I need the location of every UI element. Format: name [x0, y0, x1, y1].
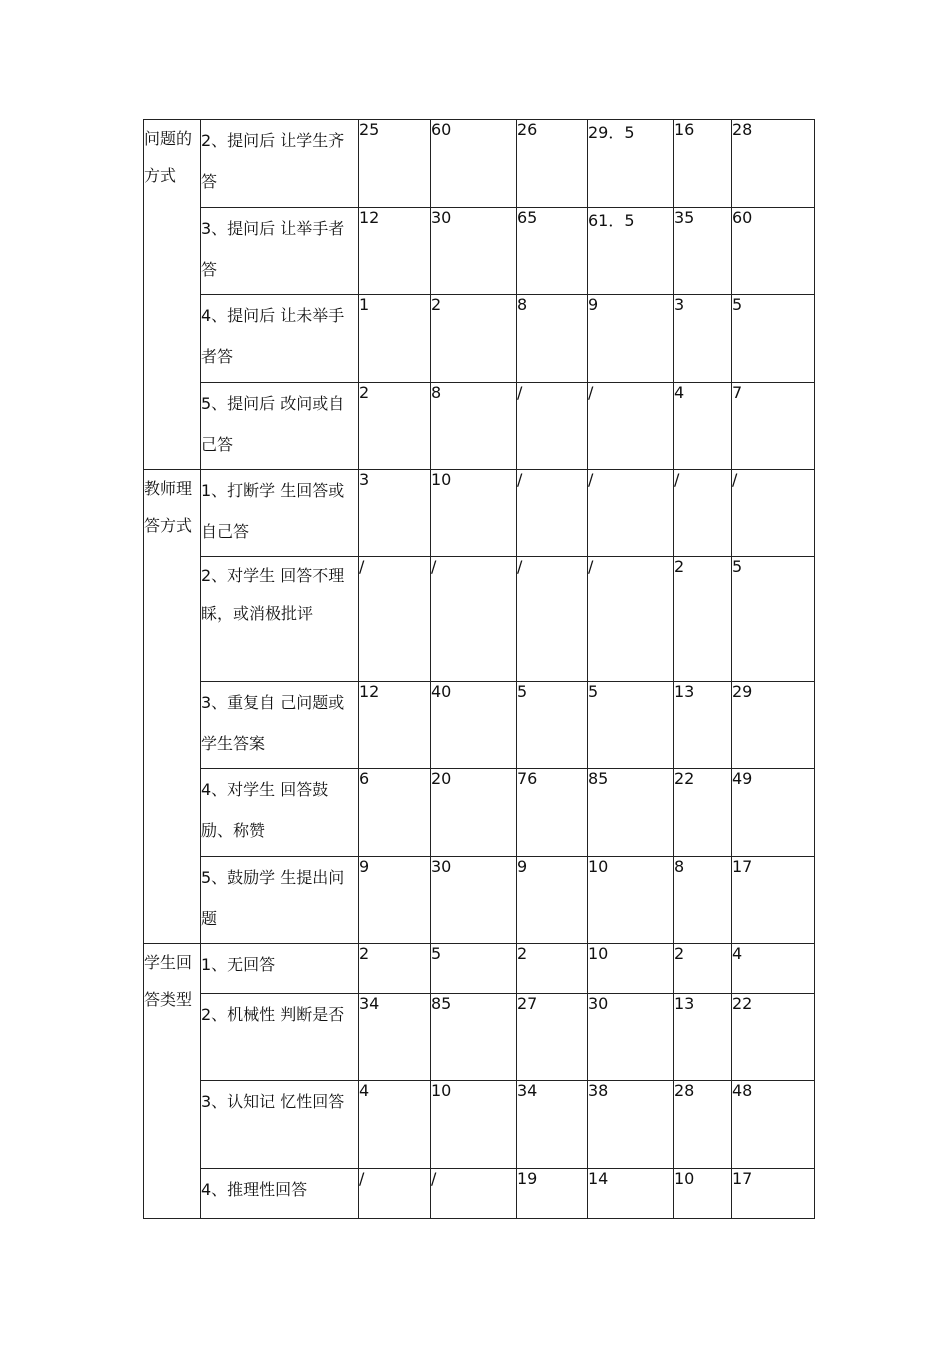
- value-cell: /: [517, 383, 588, 470]
- value-cell: 5: [732, 557, 815, 682]
- group-label: 教师理答方式: [144, 470, 201, 944]
- item-label: 4、推理性回答: [201, 1169, 359, 1219]
- value-cell: 85: [588, 769, 674, 857]
- table-row: [144, 857, 815, 944]
- value-cell: 29．5: [588, 120, 674, 208]
- value-cell: 5: [732, 295, 815, 383]
- value-cell: 6: [359, 769, 431, 857]
- item-label: 3、认知记 忆性回答: [201, 1081, 359, 1169]
- value-cell: /: [588, 383, 674, 470]
- value-cell: 65: [517, 208, 588, 295]
- value-cell: 10: [431, 1081, 517, 1169]
- table-row: [144, 208, 815, 295]
- value-cell: 9: [588, 295, 674, 383]
- value-cell: 40: [431, 682, 517, 769]
- table-row: [144, 1081, 815, 1169]
- value-cell: 8: [674, 857, 732, 944]
- value-cell: 26: [517, 120, 588, 208]
- table-row: [144, 470, 815, 557]
- item-label: 3、重复自 己问题或学生答案: [201, 682, 359, 769]
- value-cell: 3: [359, 470, 431, 557]
- value-cell: 29: [732, 682, 815, 769]
- value-cell: 14: [588, 1169, 674, 1219]
- value-cell: 1: [359, 295, 431, 383]
- value-cell: 28: [732, 120, 815, 208]
- table-row: [144, 383, 815, 470]
- item-label: 1、无回答: [201, 944, 359, 994]
- value-cell: 13: [674, 682, 732, 769]
- value-cell: 10: [588, 944, 674, 994]
- value-cell: 27: [517, 994, 588, 1081]
- value-cell: 2: [517, 944, 588, 994]
- value-cell: /: [674, 470, 732, 557]
- value-cell: /: [732, 470, 815, 557]
- value-cell: 5: [431, 944, 517, 994]
- value-cell: 9: [517, 857, 588, 944]
- value-cell: /: [431, 1169, 517, 1219]
- value-cell: 17: [732, 857, 815, 944]
- item-label: 3、提问后 让举手者答: [201, 208, 359, 295]
- value-cell: 2: [674, 944, 732, 994]
- value-cell: 2: [674, 557, 732, 682]
- value-cell: 8: [431, 383, 517, 470]
- value-cell: 4: [359, 1081, 431, 1169]
- value-cell: /: [359, 1169, 431, 1219]
- table-row: [144, 1169, 815, 1219]
- item-label: 4、提问后 让未举手者答: [201, 295, 359, 383]
- value-cell: /: [588, 557, 674, 682]
- value-cell: 8: [517, 295, 588, 383]
- value-cell: 60: [431, 120, 517, 208]
- value-cell: 3: [674, 295, 732, 383]
- value-cell: 34: [517, 1081, 588, 1169]
- value-cell: 16: [674, 120, 732, 208]
- value-cell: 34: [359, 994, 431, 1081]
- item-label: 1、打断学 生回答或自己答: [201, 470, 359, 557]
- item-label: 4、对学生 回答鼓励、称赞: [201, 769, 359, 857]
- value-cell: 30: [588, 994, 674, 1081]
- value-cell: 9: [359, 857, 431, 944]
- value-cell: 28: [674, 1081, 732, 1169]
- value-cell: 38: [588, 1081, 674, 1169]
- value-cell: 7: [732, 383, 815, 470]
- table-row: [144, 557, 815, 682]
- value-cell: 22: [732, 994, 815, 1081]
- table-row: [144, 682, 815, 769]
- value-cell: 30: [431, 857, 517, 944]
- table-row: [144, 295, 815, 383]
- value-cell: 25: [359, 120, 431, 208]
- value-cell: 17: [732, 1169, 815, 1219]
- item-label: 2、提问后 让学生齐答: [201, 120, 359, 208]
- statistics-table: [143, 119, 815, 1219]
- value-cell: /: [431, 557, 517, 682]
- value-cell: 60: [732, 208, 815, 295]
- value-cell: /: [359, 557, 431, 682]
- group-label: 问题的方式: [144, 120, 201, 470]
- value-cell: 10: [588, 857, 674, 944]
- value-cell: 12: [359, 208, 431, 295]
- table-row: [144, 994, 815, 1081]
- table-row: [144, 120, 815, 208]
- value-cell: 5: [517, 682, 588, 769]
- value-cell: 22: [674, 769, 732, 857]
- value-cell: 20: [431, 769, 517, 857]
- value-cell: 5: [588, 682, 674, 769]
- value-cell: 10: [674, 1169, 732, 1219]
- value-cell: 10: [431, 470, 517, 557]
- value-cell: /: [517, 470, 588, 557]
- value-cell: 4: [674, 383, 732, 470]
- value-cell: 76: [517, 769, 588, 857]
- value-cell: 85: [431, 994, 517, 1081]
- item-label: 5、提问后 改问或自己答: [201, 383, 359, 470]
- table-row: [144, 769, 815, 857]
- value-cell: 13: [674, 994, 732, 1081]
- value-cell: 49: [732, 769, 815, 857]
- table-row: [144, 944, 815, 994]
- item-label: 2、机械性 判断是否: [201, 994, 359, 1081]
- value-cell: 19: [517, 1169, 588, 1219]
- item-label: 5、鼓励学 生提出问题: [201, 857, 359, 944]
- value-cell: 35: [674, 208, 732, 295]
- value-cell: 48: [732, 1081, 815, 1169]
- group-label: 学生回答类型: [144, 944, 201, 1219]
- value-cell: 12: [359, 682, 431, 769]
- value-cell: /: [517, 557, 588, 682]
- value-cell: 61．5: [588, 208, 674, 295]
- value-cell: 2: [359, 383, 431, 470]
- value-cell: 4: [732, 944, 815, 994]
- value-cell: /: [588, 470, 674, 557]
- item-label: 2、对学生 回答不理睬，或消极批评: [201, 557, 359, 682]
- value-cell: 30: [431, 208, 517, 295]
- value-cell: 2: [359, 944, 431, 994]
- value-cell: 2: [431, 295, 517, 383]
